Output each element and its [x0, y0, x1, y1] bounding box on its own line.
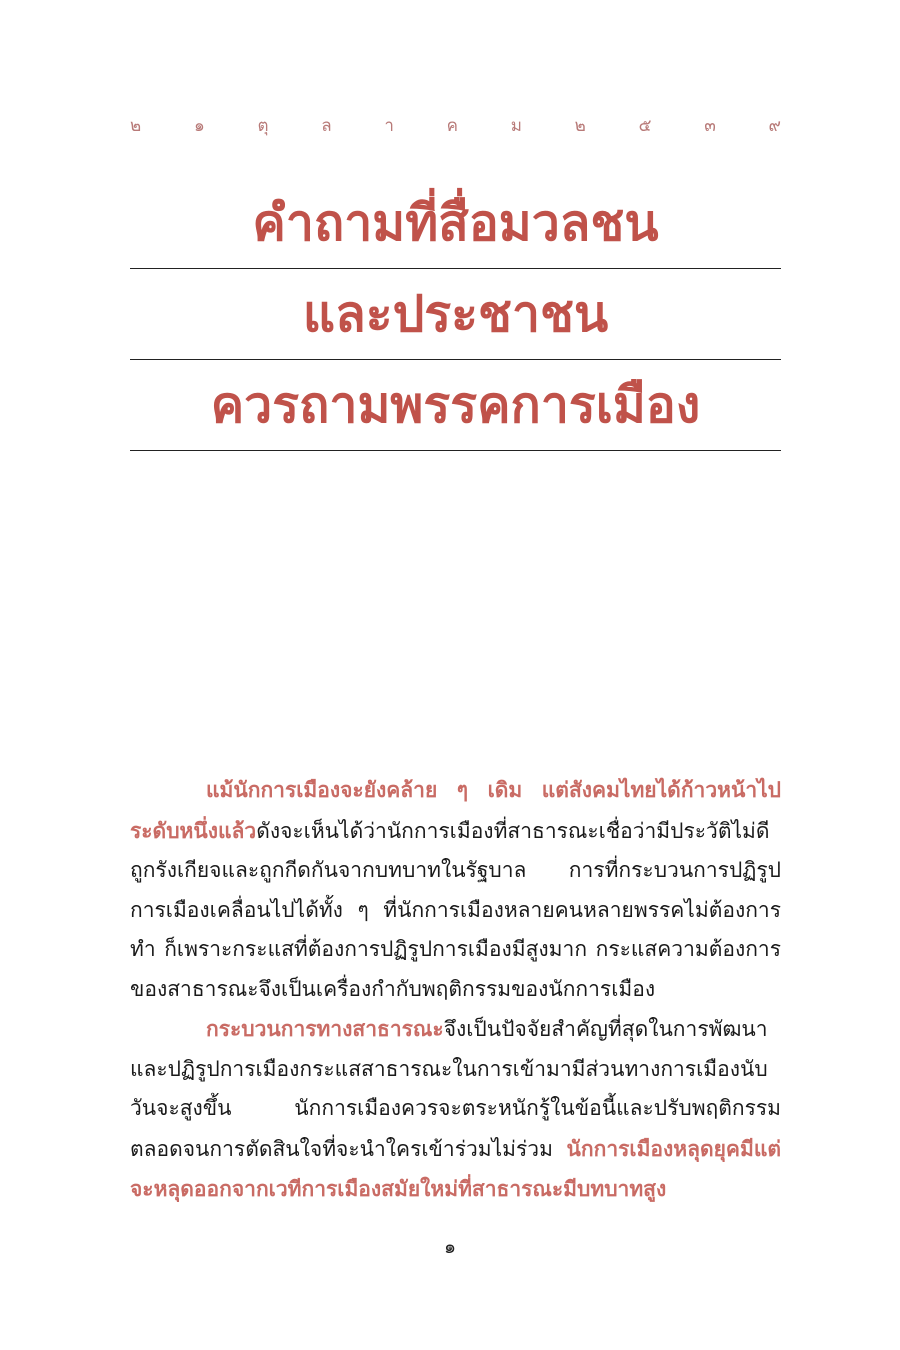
title-line-3: ควรถามพรรคการเมือง	[210, 374, 701, 434]
date-char: ๒	[574, 116, 586, 136]
paragraph-1-text: ดังจะเห็นได้ว่านักการเมืองที่สาธารณะเชื่อว่ามีประวัติไม่ดี ถูกรังเกียจและถูกกีดกันจากบทบาทในรัฐบาล การที่กระบวนการปฏิรูปการเมืองเคลื่อนไปได้ทั้ง ๆ ที่นักการเมืองหลายคนหลายพรรคไม่ต้องการทำ ก็เพราะกระแสที่ต้องการปฏิรูปการเมืองมีสูงมาก กระแสความต้องการของสาธารณะจึงเป็นเครื่องกำกับพฤติกรรมของนักการเมือง	[130, 818, 781, 1001]
chapter-title	[130, 178, 781, 451]
paragraph-1-highlight: แม้นักการเมืองจะยังคล้าย ๆ เดิม แต่สังคมไทยได้ก้าวหน้าไประดับหนึ่งแล้ว	[130, 777, 781, 843]
date-char: ๑	[193, 116, 205, 136]
date-char: ค	[446, 116, 458, 136]
date-char: ล	[321, 116, 332, 136]
paragraph-2	[130, 1009, 781, 1210]
paragraph-2-highlight-end: นักการเมืองหลุดยุคมีแต่จะหลุดออกจากเวทีการเมืองสมัยใหม่ที่สาธารณะมีบทบาทสูง	[130, 1135, 781, 1201]
paragraph-1	[130, 770, 781, 1009]
date-char: ๓	[704, 116, 716, 136]
body-text	[130, 770, 781, 1210]
date-header	[130, 112, 781, 139]
paragraph-2-text: จึงเป็นปัจจัยสำคัญที่สุดในการพัฒนาและปฏิรูปการเมืองกระแสสาธารณะในการเข้ามามีส่วนทางการเมืองนับวันจะสูงขึ้น นักการเมืองควรจะตระหนักรู้ในข้อนี้และปรับพฤติกรรม ตลอดจนการตัดสินใจที่จะนำใครเข้าร่วมไม่ร่วม	[130, 1017, 781, 1161]
date-char: า	[384, 116, 394, 136]
date-char: ๕	[638, 116, 652, 136]
title-rule	[130, 450, 781, 451]
date-char: ม	[510, 116, 522, 136]
title-line-1: คำถามที่สื่อมวลชน	[252, 192, 659, 252]
date-char: ๙	[768, 116, 781, 136]
paragraph-2-highlight: กระบวนการทางสาธารณะ	[206, 1016, 444, 1041]
page-number: ๑	[443, 1236, 457, 1258]
title-line-2: และประชาชน	[302, 283, 609, 343]
date-char: ๒	[130, 116, 142, 136]
date-char: ตุ	[257, 116, 269, 136]
